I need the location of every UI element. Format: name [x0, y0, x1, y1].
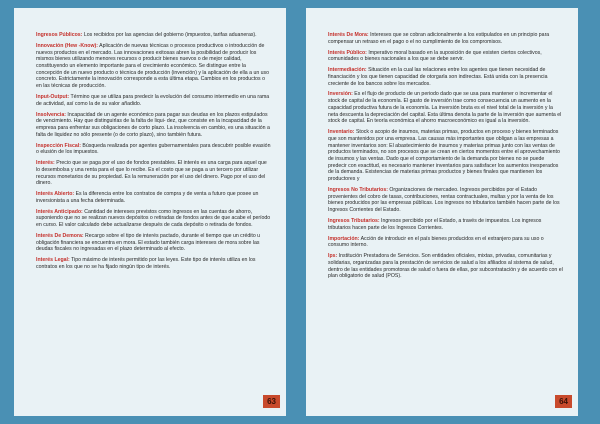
entry-definition: Institución Prestadora de Servicios. Son entidades oficiales, mixtas, privadas, comunitarias y solidarias, organizadas para la prestación de servicios de salud a los afiliados al sistema de salud, dentro de las entidades promotoras de salud o fuera de ellas, por subcontratación y de acuerdo con el plan obligatorio de salud (POS).: [328, 253, 563, 280]
entry-term: Ips:: [328, 253, 338, 260]
entry-term: Inventario:: [328, 129, 355, 136]
entry-definition: Imperativo moral basado en la suposición de que existen ciertos colectivos, comunidades o bienes nacionales a los que se debe servir.: [328, 49, 542, 63]
glossary-entry: [36, 257, 272, 270]
entry-definition: Situación en la cual las relaciones entre los agentes que tienen necesidad de financiación y los que tienen capacidad de otorgarla son indirectas. Está unida con la presencia creciente de los bancos sobre los mercados.: [328, 67, 548, 87]
entry-term: Ingresos Públicos:: [36, 32, 83, 38]
entry-term: Interés De Mora:: [328, 32, 369, 38]
glossary-entry: [328, 91, 564, 125]
glossary-entry: [328, 50, 564, 63]
entry-definition: Acción de introducir en el país bienes producidos en el extranjero para su uso o consumo interno.: [328, 235, 544, 249]
glossary-entry: [36, 160, 272, 187]
glossary-entry: [36, 94, 272, 107]
entry-term: Interés Abierto:: [36, 191, 75, 198]
page-number: 63: [263, 395, 280, 408]
glossary-entry: [36, 43, 272, 90]
entry-definition: Incapacidad de un agente económico para pagar sus deudas en los plazos estipulados de vencimiento. Hay que distinguirlas de la falta de liqui- dez, que consiste en la incapacidad de la empresa para enfrentar sus obligaciones de corto plazo. La insolvencia en cambio, es una situación a falta de liquidez no sólo presente (o de corto plazo), sino también futura.: [36, 111, 270, 138]
entry-definition: Ingresos percibido por el Estado, a través de impuestos. Los ingresos tributarios hacen parte de los Ingresos Corrientes.: [328, 218, 542, 231]
entry-term: Interés Público:: [328, 49, 367, 56]
glossary-entry: [328, 129, 564, 183]
entry-term: Input-Output:: [36, 94, 70, 100]
glossary-entry: [36, 112, 272, 139]
glossary-entry: [36, 233, 272, 253]
entry-definition: Aplicación de nuevas técnicas o procesos productivos o introducción de nuevos productos en el mercado. Las innovaciones exitosas abren la posibilidad de producir los mismos bienes utilizando menores recursos o producir bienes nuevos o de mejor calidad, constituyendo un elemento importante para el crecimiento económico. Se distingue entre la concepción de un nuevo producto o técnica de producción (invención) y la aplicación de ella a un uso concreto. Estrictamente la innovación corresponde a esta última etapa. Cambios en los productos o en las técnicas de producción.: [36, 42, 270, 90]
entry-term: Interés De Demora:: [36, 233, 84, 240]
glossary-entry: [328, 187, 564, 214]
entry-term: Intermediación:: [328, 67, 367, 74]
entry-definition: Recargo sobre el tipo de interés pactado, durante el tiempo que un crédito u obligación financiera se encuentra en mora. El estado también carga intereses de mora sobre las deudas fiscales no ingresadas en el plazo determinado al efecto.: [36, 233, 261, 253]
glossary-entry: [328, 236, 564, 249]
entry-term: Ingresos Tributarios:: [328, 218, 380, 224]
glossary-entry: [328, 67, 564, 87]
entry-definition: Cantidad de intereses previstos como ingresos en las cuentas de ahorro, suponiendo que no se realizan nuevos depósitos o retiradas de fondos antes de que acabe el período en curso. El valor calculado debe actualizarse después de cada depósito o retirada de fondos.: [36, 208, 271, 229]
entry-definition: Término que se utiliza para predecir la evolución del consumo intermedio en una rama de actividad, así como la de su valor añadido.: [36, 94, 270, 107]
glossary-entry: [36, 209, 272, 229]
page-number: 64: [555, 395, 572, 408]
glossary-entry: [36, 143, 272, 156]
entry-term: Insolvencia:: [36, 111, 66, 118]
glossary-entry: [36, 32, 272, 39]
glossary-entry: [328, 32, 564, 45]
glossary-entry: [328, 253, 564, 280]
entry-definition: Organizaciones de mercadeo. Ingresos percibidos por el Estado provenientes del cobro de tasas, contribuciones, rentas contractuales, multas y por la venta de los bienes producidos por las empresas públicas. Los ingresos no tributarios también hacen parte de los Ingresos Corrientes del Estado.: [328, 187, 560, 214]
entry-term: Interés Anticipado:: [36, 208, 83, 215]
entry-definition: Búsqueda realizada por agentes gubernamentales para descubrir posible evasión o elusión de los impuestos.: [36, 142, 271, 156]
entry-term: Innovación (Hew -Know):: [36, 42, 98, 49]
entry-definition: Precio que se paga por el uso de fondos prestables. El interés es una carga para aquel que lo desembolsa y una renta para el que lo recibe. Es el costo que se paga a un tercero por utilizar recursos monetarios de su propiedad. Es la remuneración por el uso del dinero. Pago por el uso del dinero.: [36, 160, 267, 187]
entry-term: Ingresos No Tributarios:: [328, 187, 388, 193]
entry-term: Inversión:: [328, 91, 353, 98]
entry-definition: Los recibidos por las agencias del gobierno (impuestos, tarifas aduaneras).: [82, 32, 257, 38]
glossary-entry: [36, 191, 272, 204]
glossary-entry: [328, 218, 564, 231]
entry-definition: Es el flujo de producto de un periodo dado que se usa para mantener o incrementar el stock de capital de la economía. El gasto de inversión trae como consecuencia un aumento en la capacidad productiva futura de la economía. La inversión bruta es el nivel total de la inversión y la neta descuenta la depreciación del capital. Esta última denota la parte de la inversión que aumenta el stock de capital. En teoría económica el ahorro macroeconómico es igual a la inversión.: [328, 91, 562, 125]
entry-definition: Tipo máximo de interés permitido por las leyes. Este tipo de interés utiliza en los contratos en los que no se ha fijado ningún tipo de interés.: [36, 257, 256, 271]
entry-definition: Stock o acopio de insumos, materias primas, productos en proceso y bienes terminados que son mantenidos por una empresa. Las causas más importantes que obligan a las empresas a mantener inventarios son: El abastecimiento de insumos y materias primas junto con las ventas de productos terminados, no son procesos que se crean en ciertos momentos entre el aprovechamiento de insumos y las ventas. Dado que el comportamiento de la demanda por bienes no se puede predecir con exactitud, es necesario mantener inventarios para satisfacer los aumentos inesperados de la demanda. Existencias de materias primas productos y bienes finales que mantienen los productores y: [328, 129, 560, 183]
entry-definition: Intereses que se cobran adicionalmente a los estipulados en un principio para compensar un retraso en el pago o el no cumplimiento de los compromisos.: [328, 32, 550, 45]
entry-term: Interés:: [36, 160, 55, 167]
entry-definition: Es la diferencia entre los contratos de compra y de venta a futuro que posee un inversionista a una fecha determinada.: [36, 191, 259, 204]
entry-term: Importación:: [328, 235, 360, 242]
right-page: [306, 8, 578, 416]
left-page: [14, 8, 286, 416]
entry-term: Interés Legal:: [36, 257, 70, 264]
entry-term: Inspección Fiscal:: [36, 142, 81, 149]
